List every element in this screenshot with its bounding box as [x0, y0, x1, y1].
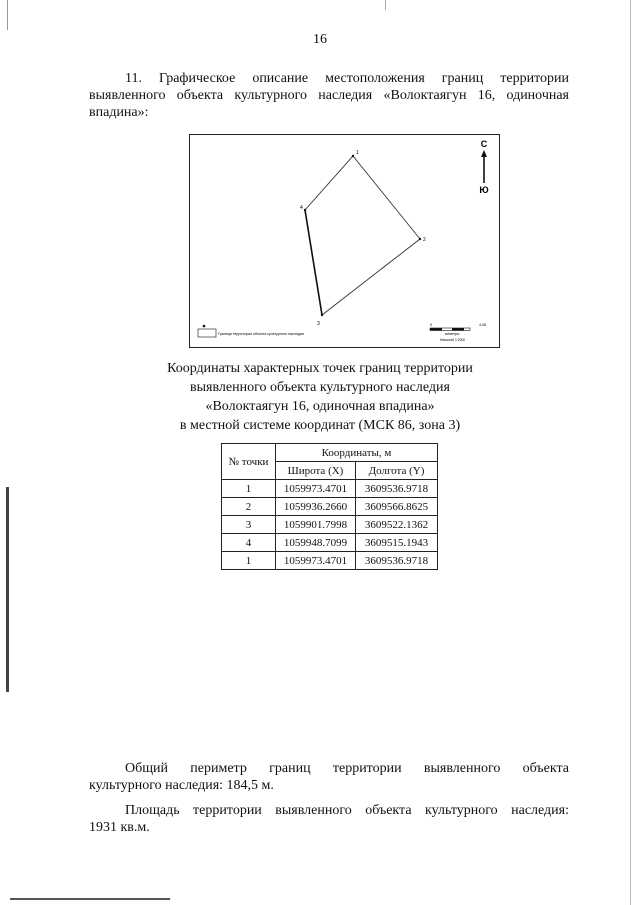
cell-x: 1059936.2660 [276, 498, 356, 516]
north-arrow-icon [479, 139, 488, 195]
scale-ratio: Масштаб 1:2000 [440, 338, 466, 342]
scan-mark-left [6, 487, 9, 692]
scan-mark-bottom [10, 898, 170, 900]
area-line-1: Площадь территории выявленного объекта культурного наследия: [125, 803, 569, 818]
coordinates-table [221, 443, 438, 570]
scale-bar [430, 323, 486, 342]
vertex-label-2: 2 [423, 237, 426, 243]
cell-y: 3609566.8625 [356, 498, 438, 516]
page-number: 16 [313, 32, 327, 47]
summary-section [89, 760, 569, 836]
area-line-2: 1931 кв.м. [89, 820, 150, 835]
boundary-polygon [305, 156, 420, 315]
perimeter-line-2: культурного наследия: 184,5 м. [89, 778, 274, 793]
coordinates-caption [0, 359, 640, 435]
table-header-row [222, 444, 438, 462]
caption-line-3: «Волоктаягун 16, одиночная впадина» [205, 399, 435, 414]
cell-x: 1059901.7998 [276, 516, 356, 534]
cell-point: 2 [222, 498, 276, 516]
cell-point: 1 [222, 552, 276, 570]
boundary-map [189, 134, 500, 348]
north-label: С [480, 139, 488, 149]
intro-line-3: впадина»: [89, 105, 149, 120]
vertex-marker [304, 209, 306, 211]
header-point: № точки [222, 444, 276, 480]
header-latitude: Широта (X) [276, 462, 356, 480]
caption-line-2: выявленного объекта культурного наследия [190, 380, 450, 395]
cell-y: 3609522.1362 [356, 516, 438, 534]
intro-paragraph [89, 70, 569, 121]
cell-x: 1059973.4701 [276, 552, 356, 570]
scale-unit: км/метры [445, 332, 460, 336]
cell-x: 1059948.7099 [276, 534, 356, 552]
legend-text: Граница территории объекта культурного наследия [218, 332, 304, 336]
scan-edge-right [630, 0, 631, 905]
cell-y: 3609536.9718 [356, 480, 438, 498]
vertex-marker [352, 155, 354, 157]
boundary-edge-bold [305, 210, 322, 315]
perimeter-line-1: Общий периметр границ территории выявленного объекта [125, 761, 569, 776]
scale-end: 4,08 [479, 323, 486, 327]
cell-point: 4 [222, 534, 276, 552]
table-row [222, 498, 438, 516]
legend-dot-icon [203, 325, 206, 328]
cell-point: 1 [222, 480, 276, 498]
header-coordinates: Координаты, м [276, 444, 438, 462]
vertex-label-1: 1 [356, 150, 359, 156]
map-legend [198, 325, 304, 337]
table-row [222, 552, 438, 570]
vertex-marker [419, 238, 421, 240]
caption-line-4: в местной системе координат (МСК 86, зона 3) [179, 418, 461, 433]
cell-y: 3609515.1943 [356, 534, 438, 552]
vertex-marker [321, 314, 323, 316]
scale-start: 0 [430, 323, 432, 327]
table-row [222, 534, 438, 552]
scan-mark-top [385, 0, 386, 10]
boundary-map-drawing [190, 135, 499, 347]
vertex-label-3: 3 [317, 321, 320, 327]
cell-x: 1059973.4701 [276, 480, 356, 498]
vertex-label-4: 4 [300, 205, 303, 211]
legend-swatch-icon [198, 329, 216, 337]
intro-line-1: 11. Графическое описание местоположения границ территории [125, 71, 569, 86]
header-longitude: Долгота (Y) [356, 462, 438, 480]
caption-line-1: Координаты характерных точек границ территории [167, 361, 473, 376]
cell-point: 3 [222, 516, 276, 534]
cell-y: 3609536.9718 [356, 552, 438, 570]
scan-mark-left-top [7, 0, 8, 30]
table-row [222, 480, 438, 498]
south-label: Ю [479, 185, 489, 195]
intro-line-2: выявленного объекта культурного наследия «Волоктаягун 16, одиночная [89, 88, 569, 103]
table-row [222, 516, 438, 534]
